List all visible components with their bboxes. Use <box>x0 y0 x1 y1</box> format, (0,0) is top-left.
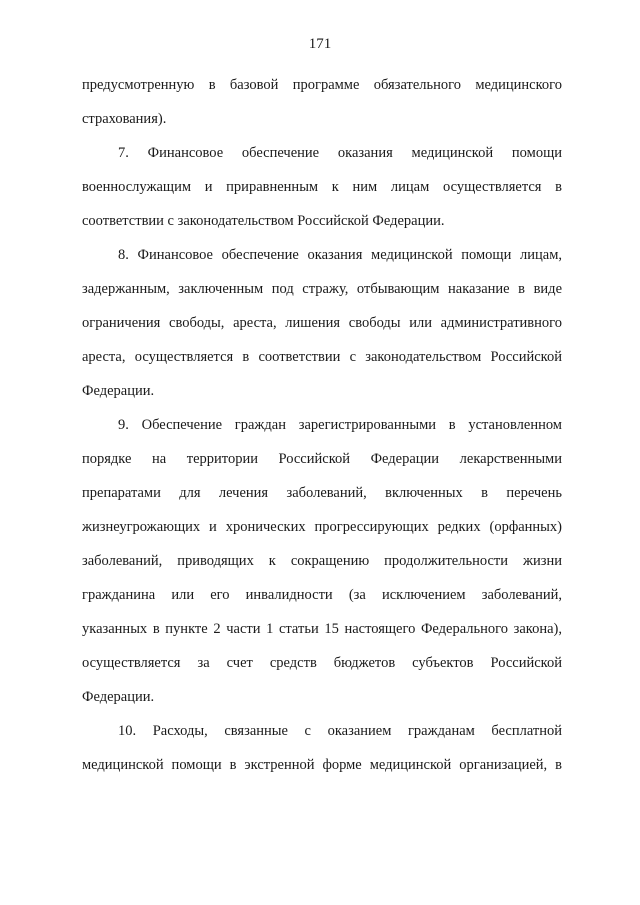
text-line: препаратами для лечения заболеваний, включенных в перечень <box>82 485 562 501</box>
paragraph <box>82 238 562 408</box>
text-line: страхования). <box>82 111 167 127</box>
paragraph <box>82 714 562 782</box>
text-line: 7. Финансовое обеспечение оказания медицинской помощи <box>118 145 562 161</box>
text-line: военнослужащим и приравненным к ним лицам осуществляется в <box>82 179 562 195</box>
text-line: заболеваний, приводящих к сокращению продолжительности жизни <box>82 553 562 569</box>
text-line: Федерации. <box>82 383 155 399</box>
text-line: гражданина или его инвалидности (за исключением заболеваний, <box>82 587 562 603</box>
text-line: ареста, осуществляется в соответствии с законодательством Российской <box>82 349 562 365</box>
text-line: указанных в пункте 2 части 1 статьи 15 настоящего Федерального закона), <box>82 621 562 637</box>
text-line: 9. Обеспечение граждан зарегистрированными в установленном <box>118 417 562 433</box>
page-number: 171 <box>308 36 332 52</box>
text-line: предусмотренную в базовой программе обязательного медицинского <box>82 77 562 93</box>
paragraph <box>82 68 562 136</box>
text-line: задержанным, заключенным под стражу, отбывающим наказание в виде <box>82 281 562 297</box>
paragraph <box>82 408 562 714</box>
document-body <box>82 68 562 782</box>
text-line: ограничения свободы, ареста, лишения свободы или административного <box>82 315 562 331</box>
text-line: порядке на территории Российской Федерации лекарственными <box>82 451 562 467</box>
text-line: соответствии с законодательством Российской Федерации. <box>82 213 445 229</box>
text-line: 8. Финансовое обеспечение оказания медицинской помощи лицам, <box>118 247 562 263</box>
paragraph <box>82 136 562 238</box>
text-line: 10. Расходы, связанные с оказанием гражданам бесплатной <box>118 723 562 739</box>
text-line: Федерации. <box>82 689 155 705</box>
text-line: медицинской помощи в экстренной форме медицинской организацией, в <box>82 757 562 773</box>
text-line: осуществляется за счет средств бюджетов субъектов Российской <box>82 655 562 671</box>
text-line: жизнеугрожающих и хронических прогрессирующих редких (орфанных) <box>82 519 562 535</box>
